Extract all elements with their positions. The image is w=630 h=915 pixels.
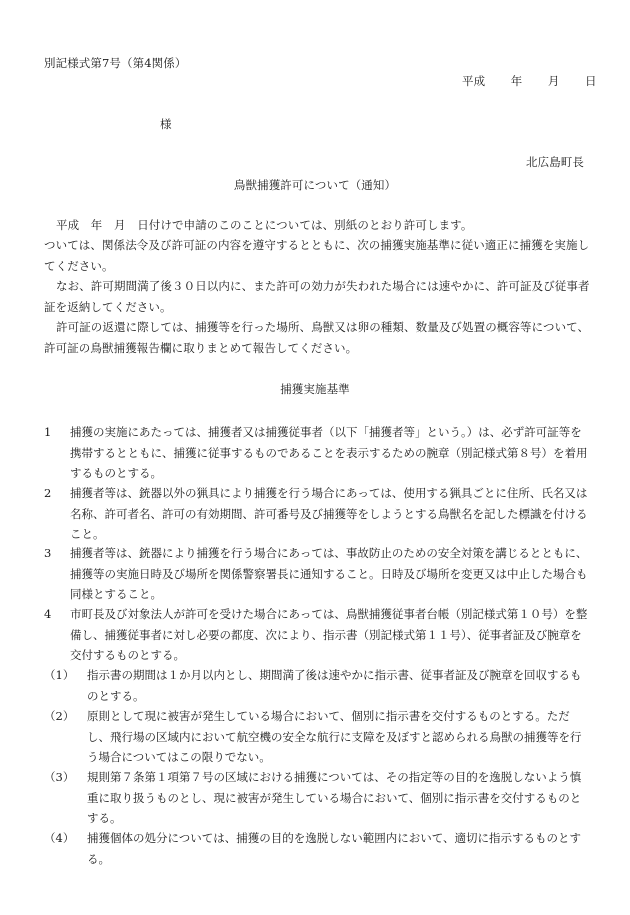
paragraph: なお、許可期間満了後３０日以内に、また許可の効力が失われた場合には速やかに、許可証及び従事者証を返納してください。 — [44, 279, 590, 314]
date-line — [462, 74, 597, 88]
document-title: 鳥獣捕獲許可について（通知） — [233, 178, 397, 192]
paragraph: ついては、関係法令及び許可証の内容を遵守するとともに、次の捕獲実施基準に従い適正に捕獲を実施してください。 — [44, 238, 590, 273]
paragraph: 平成 年 月 日付けで申請のこのことについては、別紙のとおり許可します。 — [56, 218, 473, 232]
subitem-text: 指示書の期間は１か月以内とし、期間満了後は速やかに指示書、従事者証及び腕章を回収するものとする。 — [87, 668, 582, 703]
subitem-text: 捕獲個体の処分については、捕獲の目的を逸脱しない範囲内において、適切に指示するものとする。 — [87, 831, 582, 866]
form-label: 別記様式第7号（第4関係） — [44, 56, 187, 70]
item-text: 捕獲の実施にあたっては、捕獲者又は捕獲従事者（以下「捕獲者等」という。）は、必ず許可証等を携帯するとともに、捕獲に従事するものであることを表示するための腕章（別記様式第８号）を着用するものとする。 — [70, 425, 588, 480]
subitem-text: 規則第７条第１項第７号の区域における捕獲については、その指定等の目的を逸脱しないよう慎重に取り扱うものとし、現に被害が発生している場合において、個別に指示書を交付するものとする。 — [87, 770, 582, 825]
item-number: 1 — [44, 425, 52, 439]
subitem-number: （4） — [44, 831, 75, 845]
list-item — [44, 604, 590, 666]
date-day: 日 — [585, 74, 597, 88]
list-item — [44, 422, 590, 484]
date-month: 月 — [547, 74, 560, 88]
subitem-number: （2） — [44, 709, 75, 723]
item-number: 4 — [44, 607, 52, 621]
subitem-text: 原則として現に被害が発生している場合において、個別に指示書を交付するものとする。ただし、飛行場の区域内において航空機の安全な航行に支障を及ぼすと認められる鳥獣の捕獲等を行う場合についてはこの限りでない。 — [87, 709, 582, 764]
sub-list-item — [44, 665, 590, 706]
item-text: 捕獲者等は、銃器により捕獲を行う場合にあっては、事故防止のための安全対策を講じるとともに、捕獲等の実施日時及び場所を関係警察署長に通知すること。日時及び場所を変更又は中止した場合も同様とすること。 — [70, 546, 588, 601]
section-title: 捕獲実施基準 — [280, 382, 350, 396]
list-item — [44, 483, 590, 545]
sub-list-item — [44, 767, 590, 829]
date-era: 平成 — [462, 74, 486, 88]
list-item — [44, 543, 590, 605]
item-text: 市町長及び対象法人が許可を受けた場合にあっては、鳥獣捕獲従事者台帳（別記様式第１０号）を整備し、捕獲従事者に対し必要の都度、次により、指示書（別記様式第１１号）、従事者証及び腕章を交付するものとする。 — [70, 607, 588, 662]
item-text: 捕獲者等は、銃器以外の猟具により捕獲を行う場合にあっては、使用する猟具ごとに住所、氏名又は名称、許可者名、許可の有効期間、許可番号及び捕獲等をしようとする鳥獣名を記した標識を付けること。 — [70, 486, 588, 541]
paragraph: 許可証の返還に際しては、捕獲等を行った場所、鳥獣又は卵の種類、数量及び処置の概容等について、許可証の鳥獣捕獲報告欄に取りまとめて報告してください。 — [44, 320, 590, 355]
sub-list-item — [44, 828, 590, 869]
date-year: 年 — [510, 74, 523, 88]
sender: 北広島町長 — [526, 155, 584, 169]
sub-list-item — [44, 706, 590, 768]
item-number: 3 — [44, 546, 52, 560]
subitem-number: （3） — [44, 770, 75, 784]
addressee: 様 — [160, 117, 172, 131]
item-number: 2 — [44, 486, 52, 500]
subitem-number: （1） — [44, 668, 75, 682]
